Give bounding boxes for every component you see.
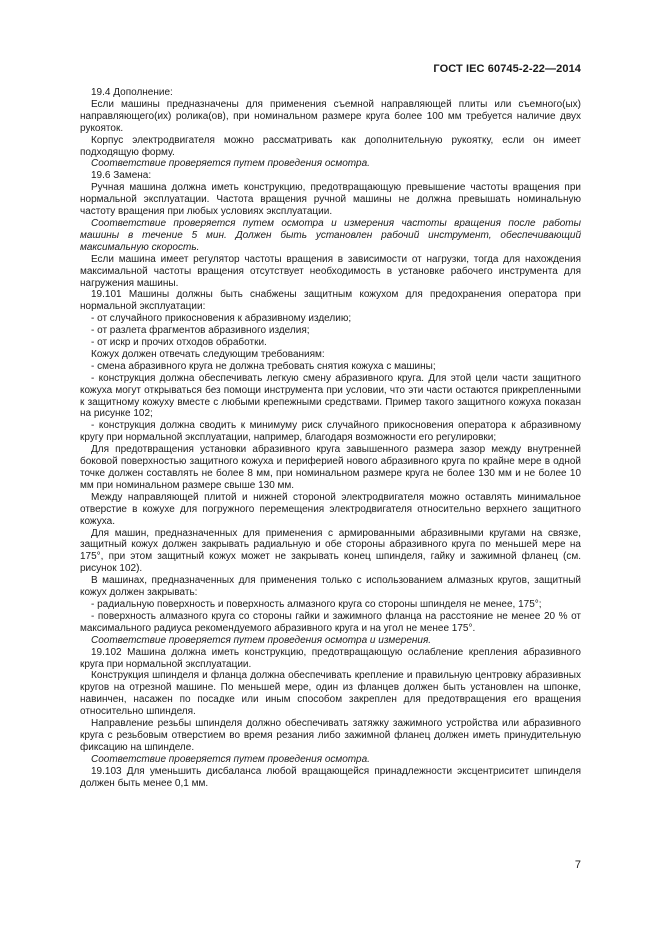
- paragraph: 19.103 Для уменьшить дисбаланса любой вращающейся принадлежности эксцентриситет шпинделя должен быть менее 0,1 мм.: [80, 765, 581, 789]
- paragraph: В машинах, предназначенных для применения только с использованием алмазных кругов, защитный кожух должен закрывать:: [80, 575, 581, 599]
- paragraph: Для машин, предназначенных для применения с армированными абразивными кругами на связке, защитный кожух должен закрывать радиальную и обе стороны абразивного круга по меньшей мере на 175°, при этом защитный кожух может не закрывать конец шпинделя, гайку и зажимной фланец (см. рисунок 102).: [80, 527, 581, 575]
- paragraph: Между направляющей плитой и нижней стороной электродвигателя можно оставлять минимальное отверстие в кожухе для погружного перемещения электродвигателя относительно верхнего защитного кожуха.: [80, 491, 581, 527]
- paragraph: 19.4 Дополнение:: [91, 87, 173, 98]
- page-number: 7: [574, 859, 581, 871]
- paragraph: - поверхность алмазного круга со стороны гайки и зажимного фланца на расстояние не менее 20 % от максимального радиуса рекомендуемого абразивного круга и на угол не менее 175°.: [80, 610, 581, 634]
- paragraph: Ручная машина должна иметь конструкцию, предотвращающую превышение частоты вращения при нормальной эксплуатации. Частота вращения ручной машины не должна превышать номинальную частоту вращения при любых условиях эксплуатации.: [80, 182, 581, 218]
- paragraph: Соответствие проверяется путем осмотра и измерения частоты вращения после работы машины в течение 5 мин. Должен быть установлен рабочий инструмент, обеспечивающий максимальную скорость.: [80, 217, 581, 253]
- paragraph: - от случайного прикосновения к абразивному изделию;: [91, 313, 352, 325]
- paragraph: Соответствие проверяется путем проведения осмотра и измерения.: [91, 634, 432, 646]
- paragraph: Соответствие проверяется путем проведения осмотра.: [91, 158, 370, 170]
- paragraph: Корпус электродвигателя можно рассматривать как дополнительную рукоятку, если он имеет подходящую форму.: [80, 134, 581, 158]
- paragraph: - от разлета фрагментов абразивного изделия;: [91, 325, 310, 337]
- paragraph: Если машина имеет регулятор частоты вращения в зависимости от нагрузки, тогда для нахождения максимальной частоты вращения отсутствует необходимость в установке рабочего инструмента для нагружения машины.: [80, 253, 581, 289]
- paragraph: - смена абразивного круга не должна требовать снятия кожуха с машины;: [91, 360, 436, 372]
- paragraph: - конструкция должна обеспечивать легкую смену абразивного круга. Для этой цели части защитного кожуха могут открываться без помощи инструмента при условии, что эти части остаются прикрепленными к защитному кожуху вместе с любыми крепежными средствами. Пример такого защитного кожуха показан на рисунке 102;: [80, 372, 581, 420]
- paragraph: Конструкция шпинделя и фланца должна обеспечивать крепление и правильную центровку абразивных кругов на отрезной машине. По меньшей мере, один из фланцев должен быть установлен на шпонке, навинчен, насажен по посадке или иным способом закреплен для предотвращения его вращения относительно шпинделя.: [80, 670, 581, 718]
- paragraph: 19.101 Машины должны быть снабжены защитным кожухом для предохранения оператора при нормальной эксплуатации:: [80, 289, 581, 313]
- paragraph: Соответствие проверяется путем проведения осмотра.: [91, 753, 370, 765]
- document-body: [80, 87, 581, 789]
- paragraph: Если машины предназначены для применения съемной направляющей плиты или съемного(ых) направляющего(их) ролика(ов), при номинальном размере круга более 100 мм требуется наличие двух рукояток.: [80, 98, 581, 134]
- paragraph: Для предотвращения установки абразивного круга завышенного размера зазор между внутренней боковой поверхностью защитного кожуха и периферией нового абразивного круга по крайне мере в одной точке должен составлять не более 8 мм, при номинальном размере круга не более 130 мм и не более 10 мм при номинальном размере свыше 130 мм.: [80, 444, 581, 491]
- paragraph: - от искр и прочих отходов обработки.: [91, 337, 267, 349]
- paragraph: 19.6 Замена:: [91, 170, 152, 182]
- paragraph: Направление резьбы шпинделя должно обеспечивать затяжку зажимного устройства или абразивного круга с резьбовым отверстием во время резания либо зажимной фланец должен иметь принудительную фиксацию на шпинделе.: [80, 718, 581, 753]
- paragraph: Кожух должен отвечать следующим требованиям:: [91, 348, 325, 360]
- document-header: ГОСТ IEC 60745-2-22—2014: [433, 63, 581, 75]
- paragraph: 19.102 Машина должна иметь конструкцию, предотвращающую ослабление крепления абразивного круга при нормальной эксплуатации.: [80, 646, 581, 670]
- paragraph: - конструкция должна сводить к минимуму риск случайного прикосновения оператора к абразивному кругу при нормальной эксплуатации, например, благодаря возможности его регулировки;: [80, 420, 581, 444]
- paragraph: - радиальную поверхность и поверхность алмазного круга со стороны шпинделя не менее, 175°;: [91, 598, 542, 610]
